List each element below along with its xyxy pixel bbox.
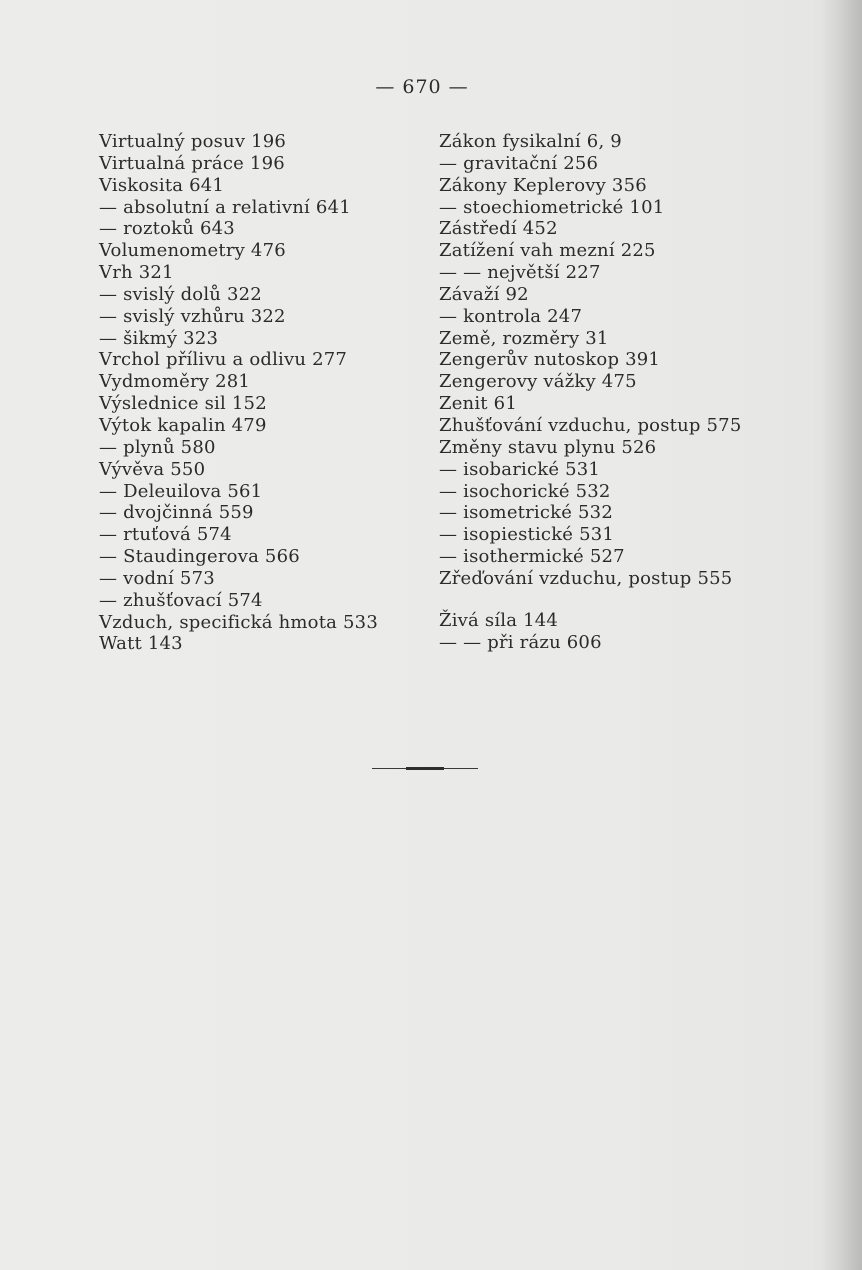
index-entry: Volumenometry 476 [99, 240, 286, 262]
index-column-right [439, 131, 741, 653]
index-entry: Vývěva 550 [99, 458, 206, 480]
index-entry: Výtok kapalin 479 [99, 414, 267, 436]
index-entry: Zatížení vah mezní 225 [439, 240, 656, 262]
index-entry: Výslednice sil 152 [99, 393, 267, 415]
index-entry: Virtualná práce 196 [99, 152, 285, 174]
index-entry: Zengerův nutoskop 391 [439, 349, 661, 371]
index-entry: — — největší 227 [439, 262, 601, 284]
index-entry: — dvojčinná 559 [99, 502, 254, 524]
index-entry: — isometrické 532 [439, 502, 613, 524]
index-column-left [99, 131, 378, 655]
index-entry: — rtuťová 574 [99, 524, 232, 546]
index-entry: — plynů 580 [99, 436, 216, 458]
index-entry: Vrchol přílivu a odlivu 277 [99, 349, 348, 371]
index-entry: — stoechiometrické 101 [439, 196, 665, 218]
index-entry: — isothermické 527 [439, 546, 625, 568]
index-entry: — isopiestické 531 [439, 524, 615, 546]
index-entry: Watt 143 [99, 633, 183, 655]
index-entry: Vzduch, specifická hmota 533 [99, 611, 378, 633]
index-entry: — Staudingerova 566 [99, 546, 300, 568]
index-entry: Změny stavu plynu 526 [439, 436, 657, 458]
index-entry: Vydmoměry 281 [99, 371, 251, 393]
index-entry: — isochorické 532 [439, 480, 611, 502]
index-entry: Vrh 321 [99, 262, 174, 284]
index-entry: — isobarické 531 [439, 458, 601, 480]
index-entry: — vodní 573 [99, 567, 215, 589]
end-rule-center [406, 767, 444, 770]
index-entry: Zengerovy vážky 475 [439, 371, 637, 393]
index-entry: Země, rozměry 31 [439, 327, 609, 349]
index-entry: Zástředí 452 [439, 218, 558, 240]
index-entry: Živá síla 144 [439, 609, 559, 631]
index-entry: Závaží 92 [439, 283, 529, 305]
index-entry: Virtualný posuv 196 [99, 131, 287, 152]
index-entry: — kontrola 247 [439, 305, 583, 327]
index-entry: — zhušťovací 574 [99, 589, 263, 611]
page-number: — 670 — [375, 76, 469, 98]
index-entry: Zákon fysikalní 6, 9 [439, 131, 622, 152]
index-entry: — absolutní a relativní 641 [99, 196, 351, 218]
index-entry: Zákony Keplerovy 356 [439, 174, 647, 196]
section-gap [439, 590, 741, 610]
index-entry: — svislý dolů 322 [99, 283, 262, 305]
index-entry: Zenit 61 [439, 393, 517, 415]
index-entry: — svislý vzhůru 322 [99, 305, 286, 327]
index-entry: — šikmý 323 [99, 327, 219, 349]
index-entry: Zhušťování vzduchu, postup 575 [439, 414, 742, 436]
index-entry: Zřeďování vzduchu, postup 555 [439, 567, 733, 589]
index-entry: — gravitační 256 [439, 152, 599, 174]
index-entry: — — při rázu 606 [439, 631, 602, 653]
index-entry: — roztoků 643 [99, 218, 235, 240]
page-edge-shadow [822, 0, 862, 1270]
index-entry: Viskosita 641 [99, 174, 225, 196]
index-entry: — Deleuilova 561 [99, 480, 263, 502]
